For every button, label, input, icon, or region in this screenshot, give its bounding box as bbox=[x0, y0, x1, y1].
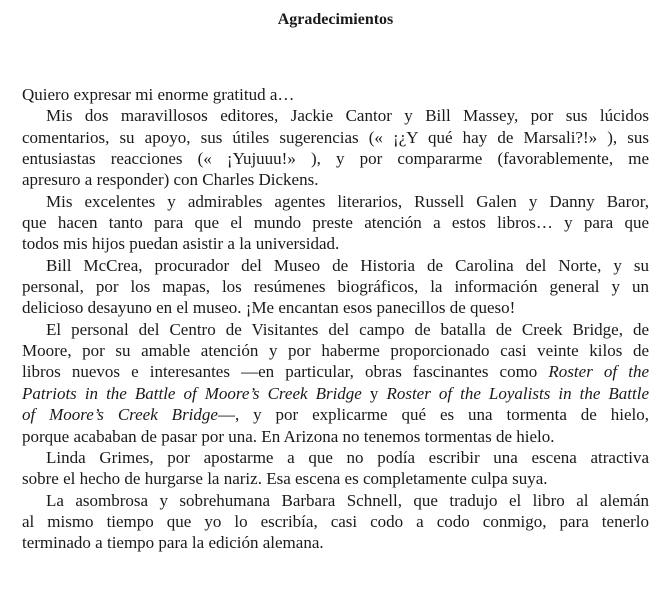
text-segment: Bill McCrea, procurador del Museo de Historia de Carolina del Norte, y su bbox=[46, 255, 649, 275]
paragraph bbox=[22, 84, 649, 105]
text-segment: sobre el hecho de hurgarse la nariz. Esa escena es completamente culpa suya. bbox=[22, 469, 548, 489]
text-segment: —, y por explicarme qué es una tormenta de hielo, bbox=[217, 405, 649, 425]
text-segment: El personal del Centro de Visitantes del campo de batalla de Creek Bridge, de bbox=[46, 319, 649, 339]
paragraph bbox=[22, 105, 649, 190]
text-line bbox=[22, 127, 649, 148]
text-line bbox=[22, 319, 649, 340]
text-segment: libros nuevos e interesantes —en particular, obras fascinantes como bbox=[22, 362, 549, 382]
paragraph bbox=[22, 490, 649, 554]
text-line bbox=[22, 105, 649, 126]
text-segment: porque acababan de pasar por una. En Arizona no tenemos tormentas de hielo. bbox=[22, 426, 555, 446]
text-line bbox=[22, 404, 649, 425]
text-segment: todos mis hijos puedan asistir a la universidad. bbox=[22, 234, 340, 254]
text-line bbox=[22, 297, 649, 318]
text-segment: que hacen tanto para que el mundo preste atención a estos libros… y para que bbox=[22, 213, 649, 233]
paragraph bbox=[22, 191, 649, 255]
text-line bbox=[22, 233, 649, 254]
document-body bbox=[22, 84, 649, 554]
italic-title-text: of Moore’s Creek Bridge bbox=[22, 405, 218, 425]
text-segment: Linda Grimes, por apostarme a que no podía escribir una escena atractiva bbox=[46, 447, 649, 467]
text-line bbox=[22, 169, 649, 190]
paragraph bbox=[22, 319, 649, 447]
text-line bbox=[22, 447, 649, 468]
italic-title-text: Patriots in the Battle of Moore’s Creek Bridge bbox=[22, 383, 362, 403]
text-segment: y bbox=[361, 383, 387, 403]
text-line bbox=[22, 84, 649, 105]
text-segment: al mismo tiempo que yo lo escribía, casi codo a codo conmigo, para tenerlo bbox=[22, 511, 649, 531]
text-line bbox=[22, 383, 649, 404]
paragraph bbox=[22, 255, 649, 319]
text-line bbox=[22, 468, 649, 489]
text-line bbox=[22, 511, 649, 532]
text-segment: Mis dos maravillosos editores, Jackie Cantor y Bill Massey, por sus lúcidos bbox=[46, 106, 649, 126]
text-segment: apresuro a responder) con Charles Dickens. bbox=[22, 170, 319, 190]
text-segment: Quiero expresar mi enorme gratitud a… bbox=[22, 85, 295, 104]
text-line bbox=[22, 212, 649, 233]
text-line bbox=[22, 340, 649, 361]
text-line bbox=[22, 148, 649, 169]
text-segment: Moore, por su amable atención y por haberme proporcionado casi veinte kilos de bbox=[22, 341, 649, 361]
text-segment: comentarios, su apoyo, sus útiles sugerencias (« ¡¿Y qué hay de Marsali?!» ), sus bbox=[22, 127, 649, 147]
text-line bbox=[22, 532, 649, 553]
text-line bbox=[22, 191, 649, 212]
text-line bbox=[22, 426, 649, 447]
text-line bbox=[22, 361, 649, 382]
text-line bbox=[22, 490, 649, 511]
text-segment: terminado a tiempo para la edición alemana. bbox=[22, 533, 324, 553]
text-line bbox=[22, 255, 649, 276]
text-segment: Mis excelentes y admirables agentes literarios, Russell Galen y Danny Baror, bbox=[46, 191, 649, 211]
text-segment: entusiastas reacciones (« ¡Yujuuu!» ), y por compararme (favorablemente, me bbox=[22, 149, 649, 169]
text-segment: La asombrosa y sobrehumana Barbara Schnell, que tradujo el libro al alemán bbox=[46, 490, 649, 510]
italic-title-text: Roster of the Loyalists in the Battle bbox=[386, 383, 650, 403]
paragraph bbox=[22, 447, 649, 490]
text-line bbox=[22, 276, 649, 297]
text-segment: delicioso desayuno en el museo. ¡Me encantan esos panecillos de queso! bbox=[22, 298, 516, 318]
page-title: Agradecimientos bbox=[277, 11, 394, 28]
italic-title-text: Roster of the bbox=[548, 362, 649, 382]
text-segment: personal, por los mapas, los resúmenes biográficos, la información general y un bbox=[22, 277, 649, 297]
